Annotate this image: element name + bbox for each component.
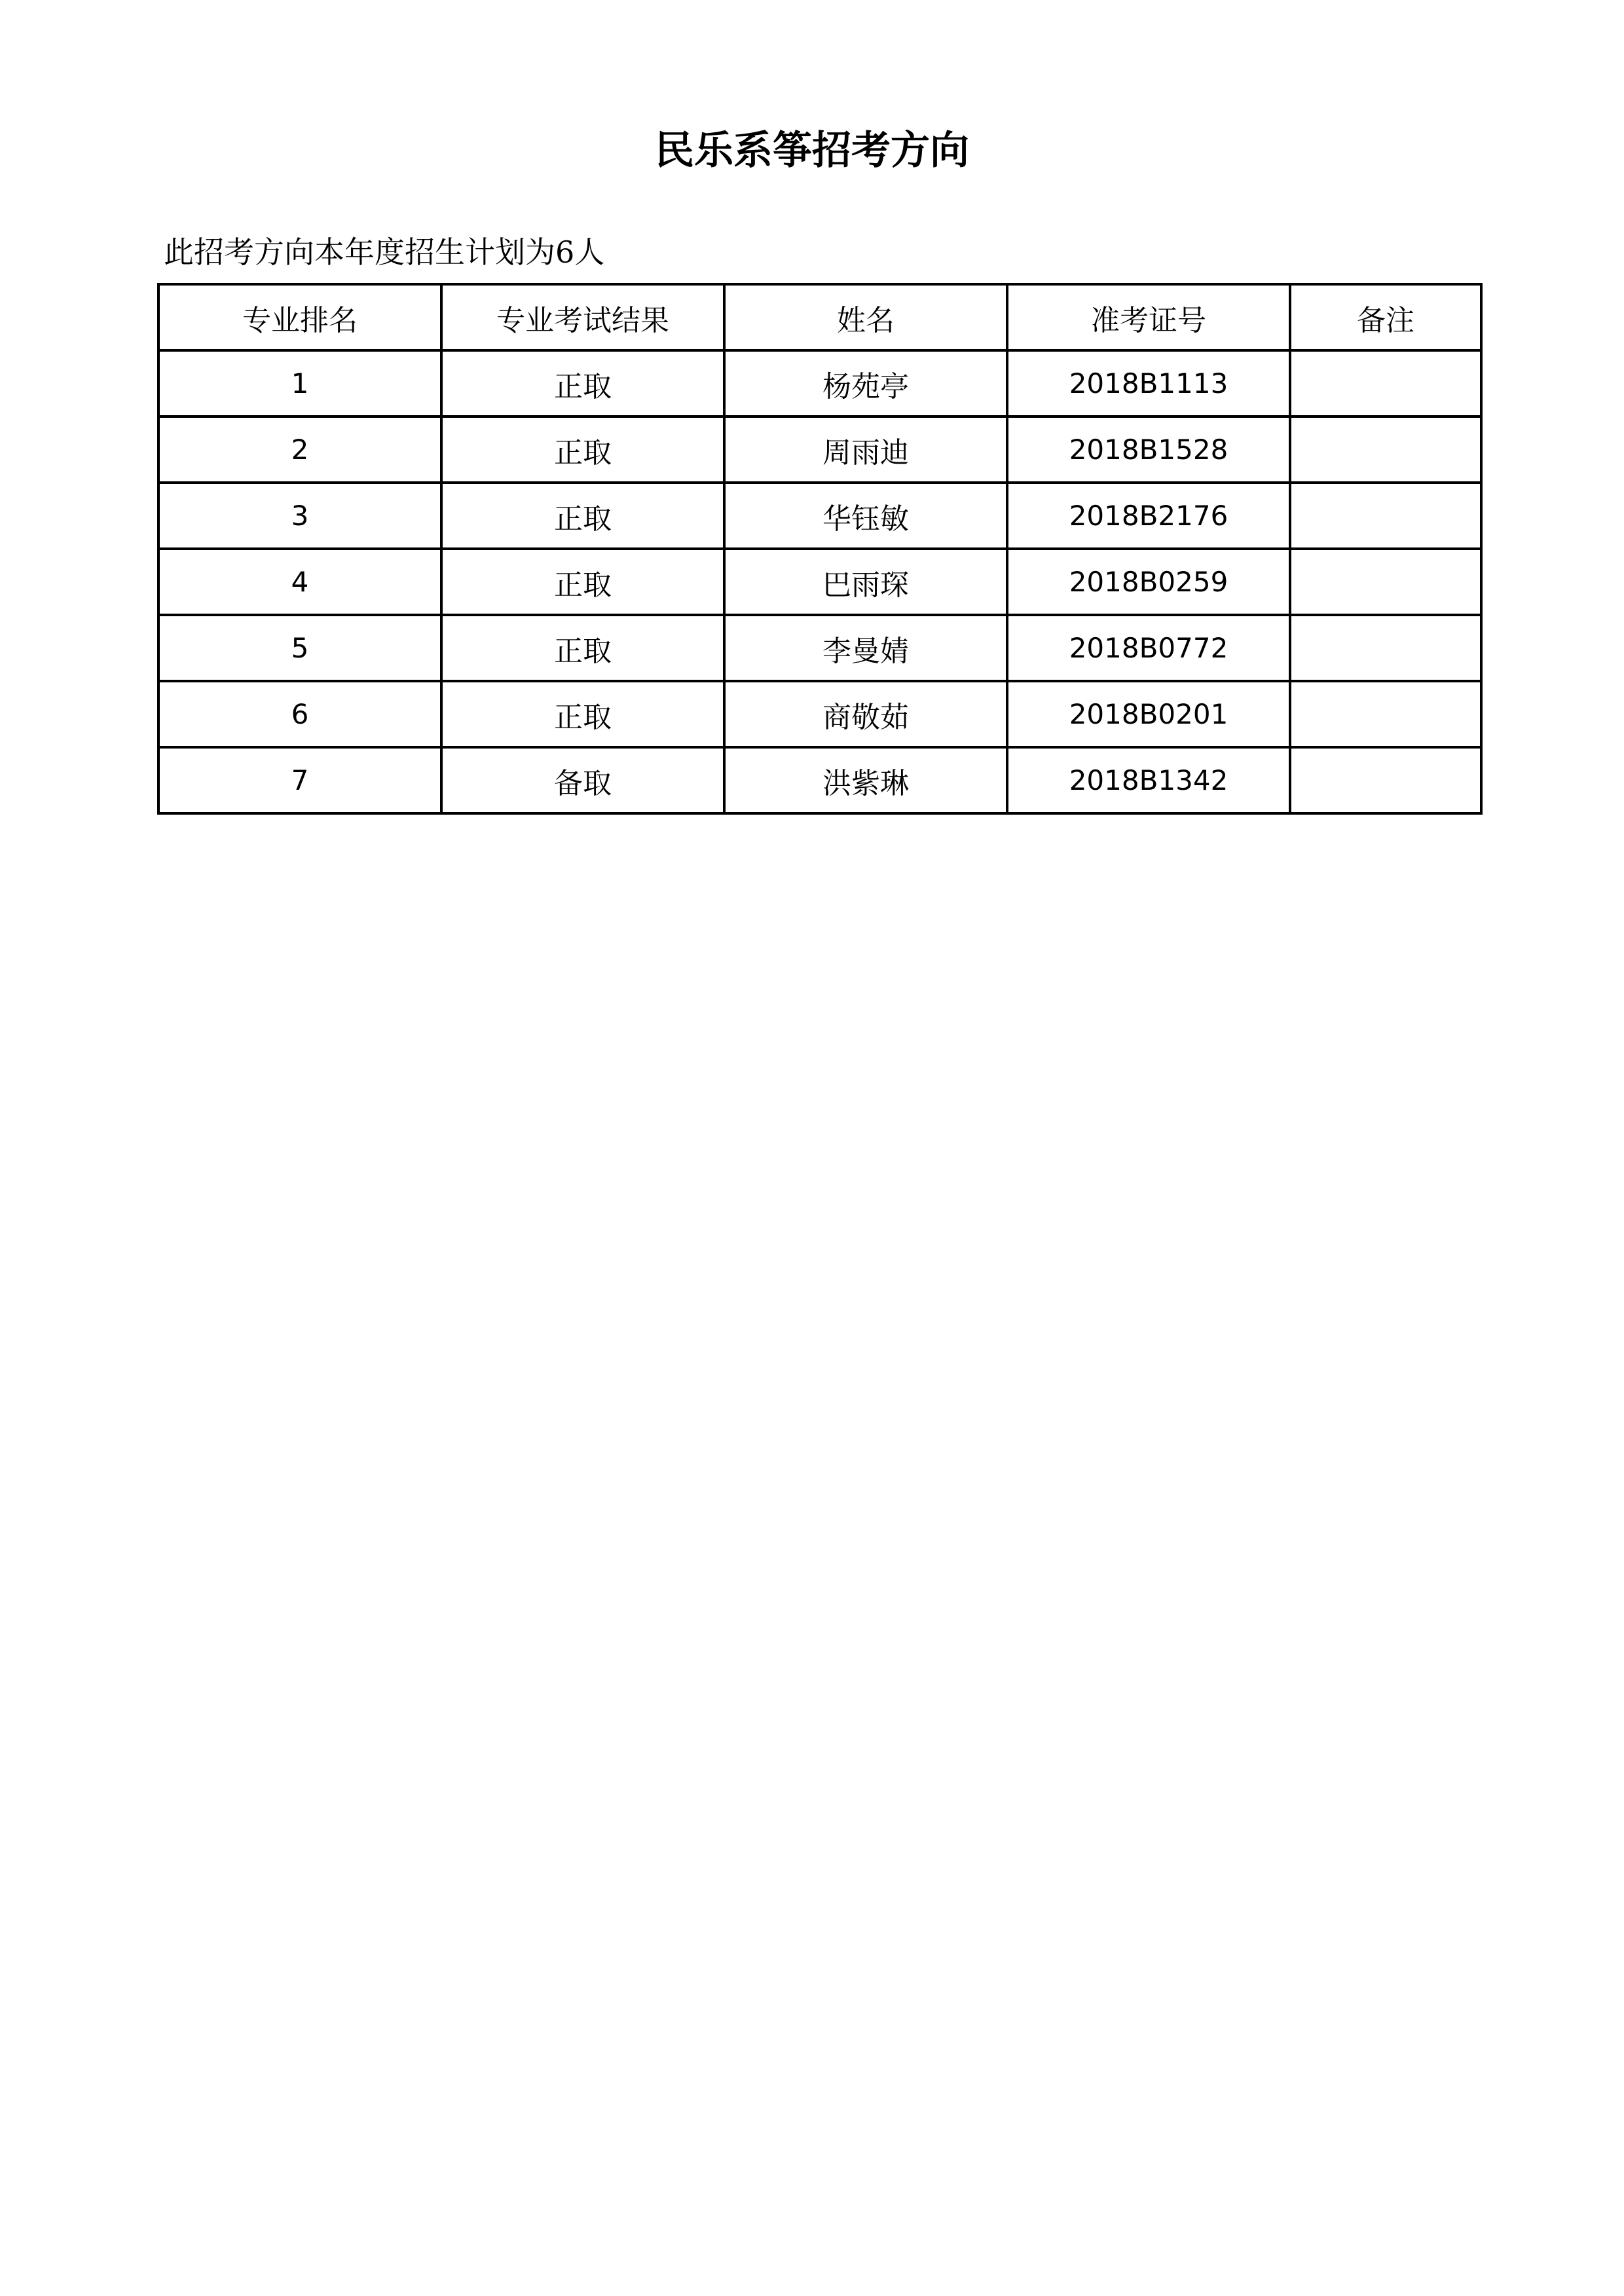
ticket-cell: 2018B0259 [1007, 549, 1290, 615]
name-cell: 洪紫琳 [724, 747, 1007, 813]
name-cell: 周雨迪 [724, 417, 1007, 483]
table-row [158, 549, 1481, 615]
rank-cell: 6 [158, 681, 441, 747]
result-cell: 正取 [441, 483, 724, 549]
remark-cell [1290, 747, 1481, 813]
name-cell: 华钰敏 [724, 483, 1007, 549]
ticket-cell: 2018B2176 [1007, 483, 1290, 549]
header-name: 姓名 [724, 284, 1007, 350]
header-remark: 备注 [1290, 284, 1481, 350]
ticket-cell: 2018B0201 [1007, 681, 1290, 747]
ticket-cell: 2018B1342 [1007, 747, 1290, 813]
name-cell: 李曼婧 [724, 615, 1007, 681]
result-cell: 正取 [441, 417, 724, 483]
name-cell: 杨苑亭 [724, 350, 1007, 417]
table-row [158, 615, 1481, 681]
name-cell: 商敬茹 [724, 681, 1007, 747]
document-title: 民乐系筝招考方向 [655, 128, 969, 174]
result-cell: 正取 [441, 350, 724, 417]
result-cell: 正取 [441, 549, 724, 615]
rank-cell: 4 [158, 549, 441, 615]
remark-cell [1290, 681, 1481, 747]
remark-cell [1290, 350, 1481, 417]
remark-cell [1290, 615, 1481, 681]
ticket-cell: 2018B0772 [1007, 615, 1290, 681]
header-exam-result: 专业考试结果 [441, 284, 724, 350]
table-row [158, 681, 1481, 747]
result-cell: 正取 [441, 681, 724, 747]
admission-results-table [157, 283, 1483, 815]
table-row [158, 483, 1481, 549]
ticket-cell: 2018B1528 [1007, 417, 1290, 483]
header-rank: 专业排名 [158, 284, 441, 350]
table-header-row [158, 284, 1481, 350]
rank-cell: 1 [158, 350, 441, 417]
rank-cell: 7 [158, 747, 441, 813]
table-row [158, 747, 1481, 813]
header-ticket-number: 准考证号 [1007, 284, 1290, 350]
ticket-cell: 2018B1113 [1007, 350, 1290, 417]
rank-cell: 5 [158, 615, 441, 681]
result-cell: 备取 [441, 747, 724, 813]
remark-cell [1290, 417, 1481, 483]
result-cell: 正取 [441, 615, 724, 681]
remark-cell [1290, 549, 1481, 615]
table-row [158, 417, 1481, 483]
remark-cell [1290, 483, 1481, 549]
rank-cell: 3 [158, 483, 441, 549]
name-cell: 巴雨琛 [724, 549, 1007, 615]
enrollment-plan-note: 此招考方向本年度招生计划为6人 [164, 234, 605, 270]
table-row [158, 350, 1481, 417]
rank-cell: 2 [158, 417, 441, 483]
